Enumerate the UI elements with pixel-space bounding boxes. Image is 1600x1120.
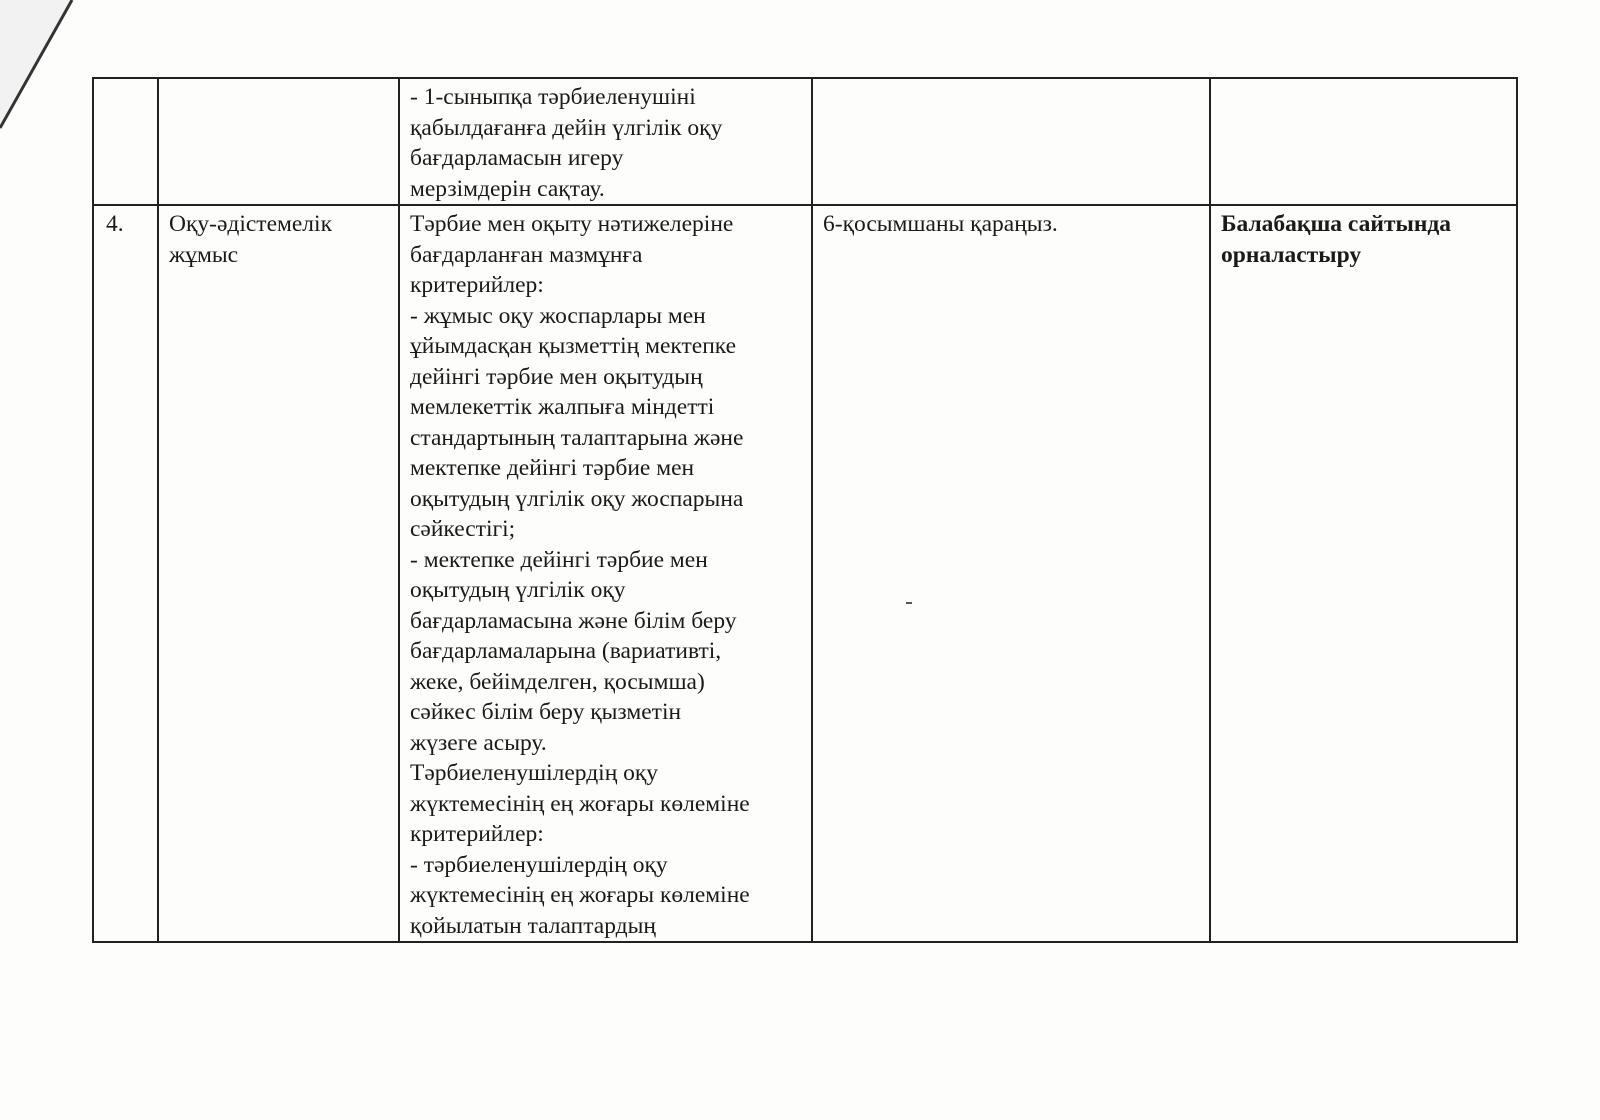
row-number: 4. — [106, 211, 124, 237]
criteria-line: мемлекеттік жалпыға міндетті — [410, 394, 715, 420]
criteria-line: Тәрбие мен оқыту нәтижелеріне — [410, 211, 734, 237]
criteria-line: ұйымдасқан қызметтің мектепке — [410, 333, 737, 359]
criteria-line: бағдарламаларына (вариативті, — [410, 638, 722, 664]
criteria-cell — [399, 78, 812, 205]
criteria-line: оқытудың үлгілік оқу — [410, 577, 626, 603]
area-cell — [158, 78, 399, 205]
action-line: Балабақша сайтында — [1221, 211, 1452, 237]
criteria-line: стандартының талаптарына және — [410, 424, 744, 451]
action-cell — [1210, 78, 1517, 205]
criteria-line: - мектепке дейінгі тәрбие мен — [410, 546, 708, 573]
criteria-line: - 1-сыныпқа тәрбиеленушіні — [410, 84, 696, 110]
criteria-line: қойылатын талаптардың — [410, 912, 656, 939]
criteria-line: мерзімдерін сақтау. — [410, 175, 605, 202]
criteria-line: жеке, бейімделген, қосымша) — [410, 668, 705, 695]
row-number-cell — [93, 78, 158, 205]
note-cell — [812, 205, 1210, 942]
row-number-cell — [93, 205, 158, 942]
area-line: жұмыс — [169, 241, 239, 268]
criteria-line: оқытудың үлгілік оқу жоспарына — [410, 485, 744, 512]
table-row — [93, 78, 1517, 205]
criteria-line: - жұмыс оқу жоспарлары мен — [410, 302, 706, 329]
criteria-line: критерийлер: — [410, 821, 544, 847]
action-cell — [1210, 205, 1517, 942]
criteria-line: бағдарланған мазмұнға — [410, 241, 643, 268]
criteria-line: Тәрбиеленушілердің оқу — [410, 760, 659, 786]
criteria-line: бағдарламасын игеру — [410, 145, 624, 171]
criteria-line: критерийлер: — [410, 272, 544, 298]
criteria-line: бағдарламасына және білім беру — [410, 607, 737, 634]
criteria-line: қабылдағанға дейін үлгілік оқу — [410, 114, 723, 141]
criteria-line: жүктемесінің ең жоғары көлеміне — [410, 882, 750, 908]
note-cell — [812, 78, 1210, 205]
area-cell — [158, 205, 399, 942]
inspection-criteria-table — [92, 77, 1518, 943]
scan-corner-fold — [0, 0, 80, 140]
note-text: 6-қосымшаны қараңыз. — [823, 211, 1058, 237]
criteria-line: дейінгі тәрбие мен оқытудың — [410, 363, 703, 390]
scan-speck — [906, 602, 912, 604]
criteria-line: - тәрбиеленушілердің оқу — [410, 851, 668, 878]
area-line: Оқу-әдістемелік — [169, 211, 332, 237]
criteria-line: мектепке дейінгі тәрбие мен — [410, 455, 695, 481]
action-line: орналастыру — [1221, 241, 1362, 268]
criteria-line: сәйкестігі; — [410, 516, 516, 542]
criteria-line: жүзеге асыру. — [410, 729, 547, 756]
table-row — [93, 205, 1517, 942]
criteria-line: жүктемесінің ең жоғары көлеміне — [410, 790, 750, 817]
criteria-line: сәйкес білім беру қызметін — [410, 699, 682, 725]
criteria-cell — [399, 205, 812, 942]
